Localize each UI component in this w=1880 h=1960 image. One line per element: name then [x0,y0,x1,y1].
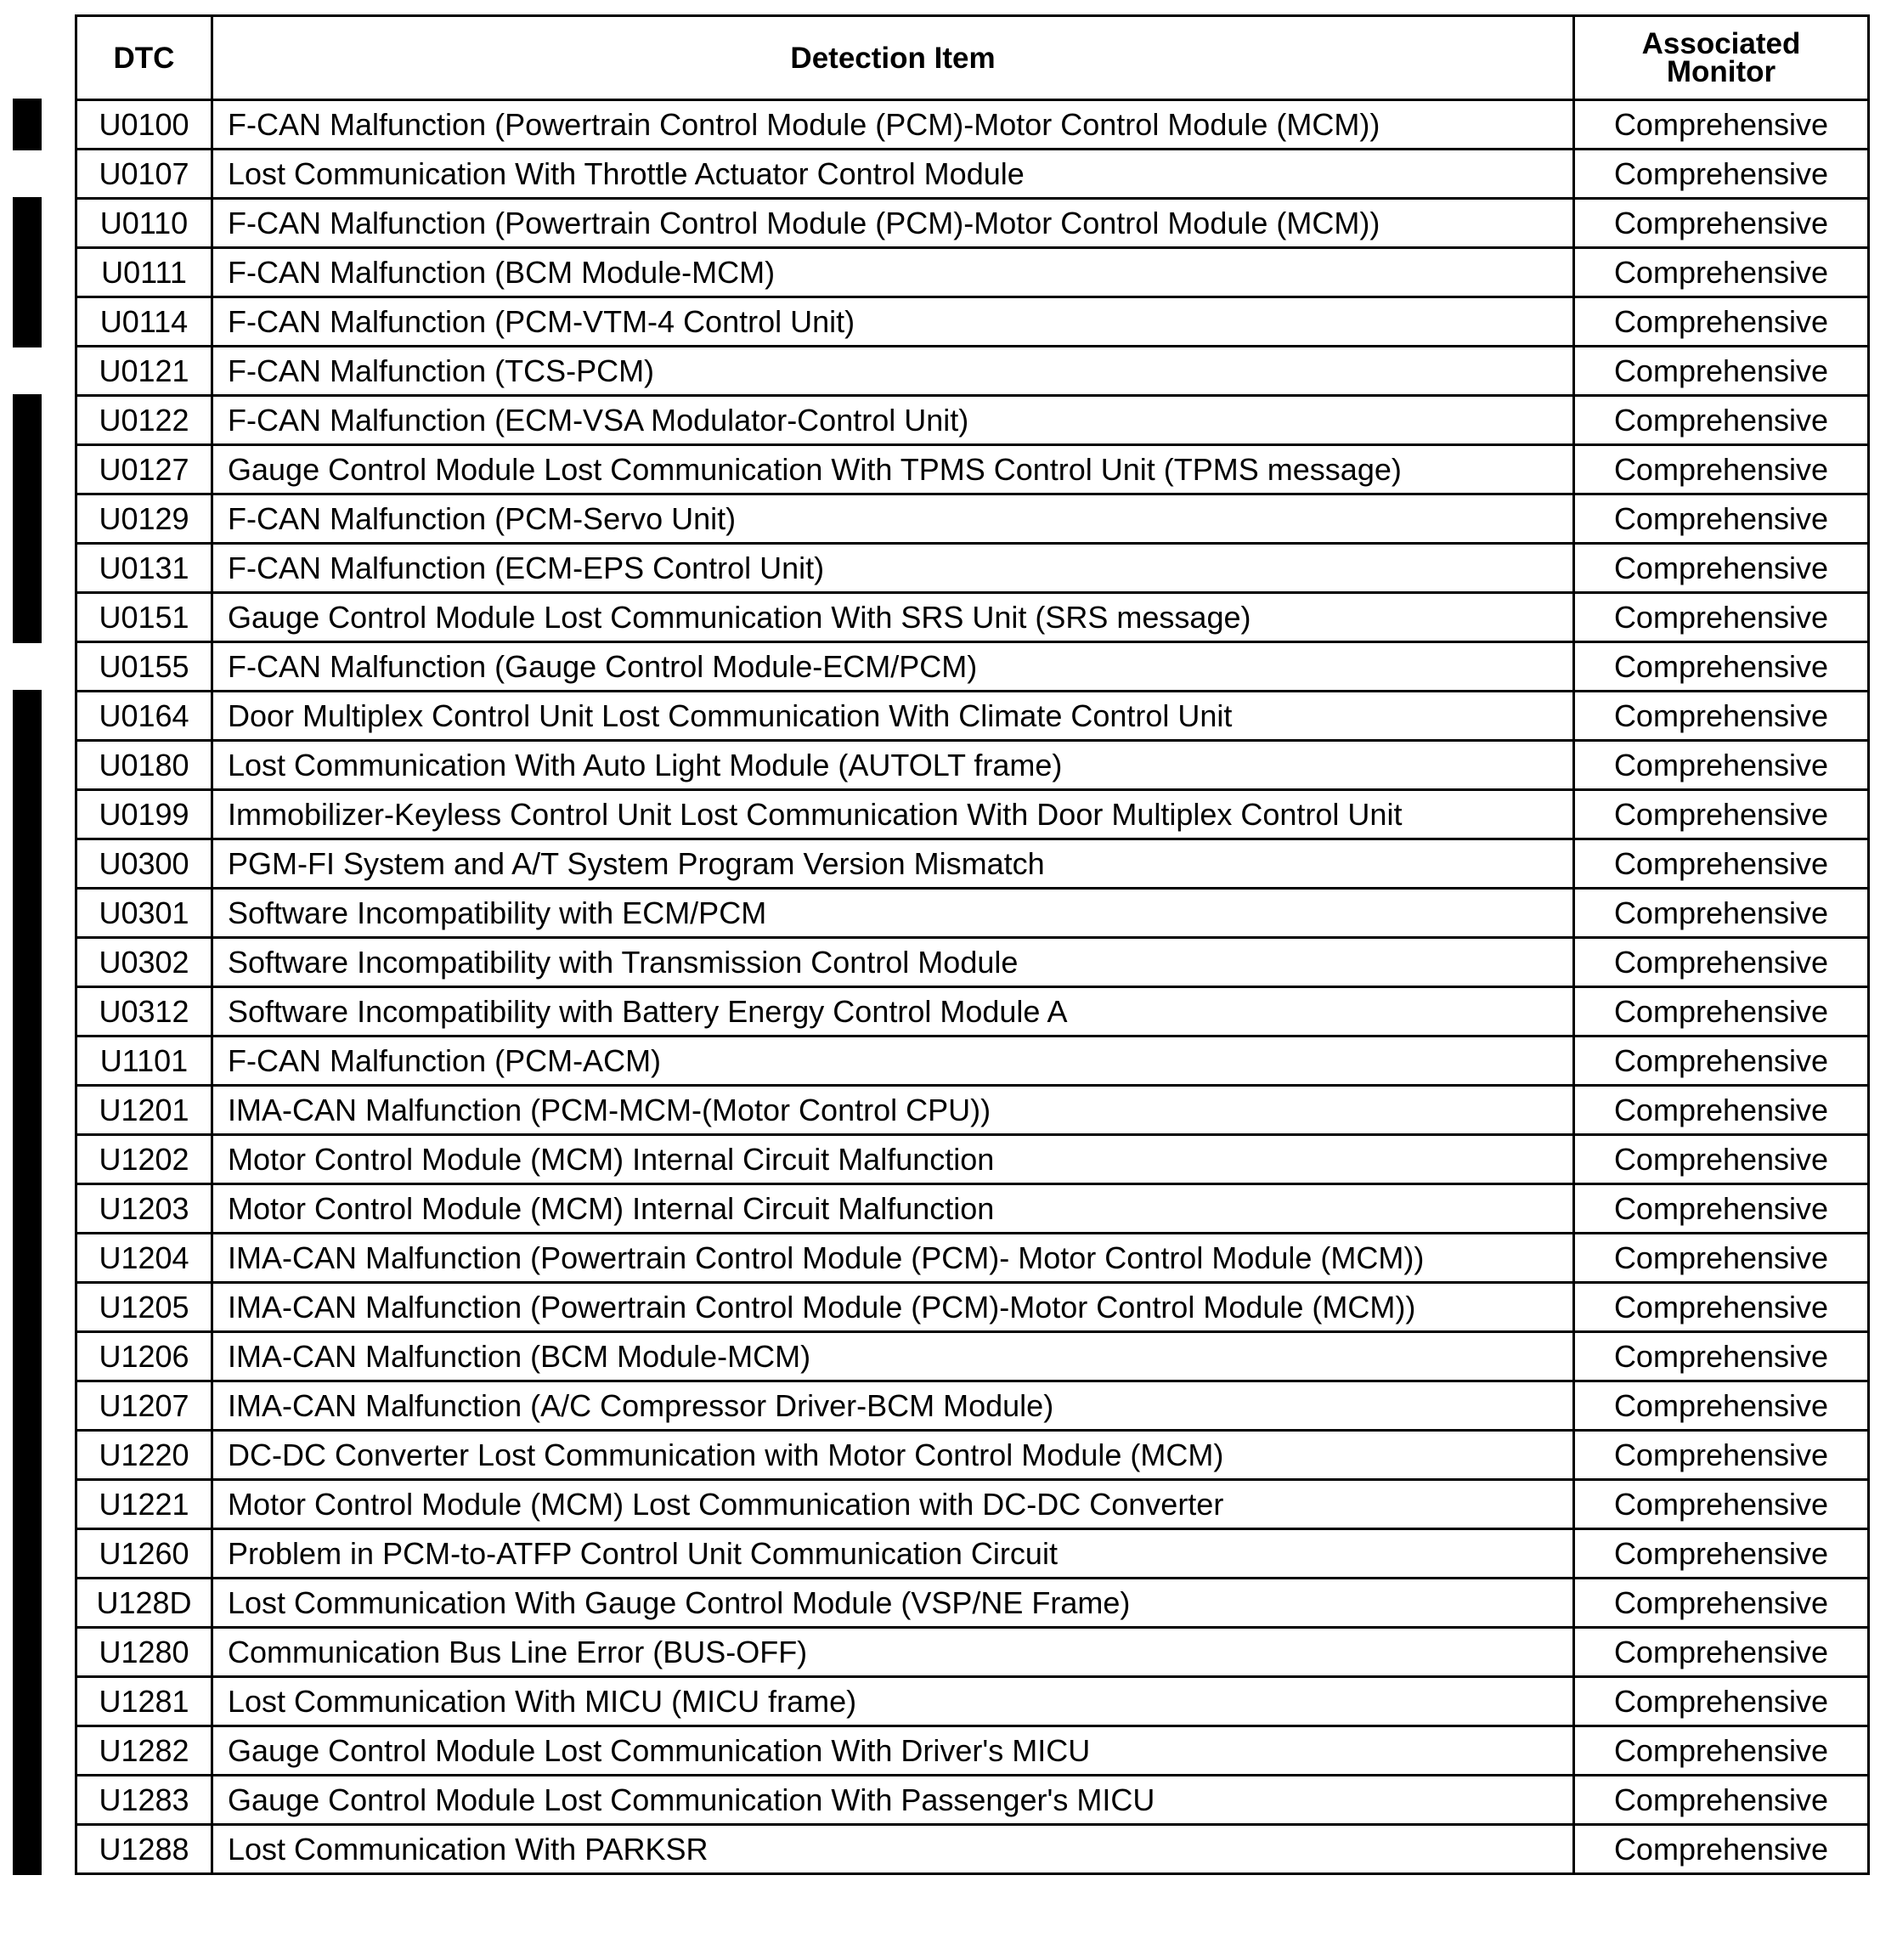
detection-item-cell-text: Gauge Control Module Lost Communication With TPMS Control Unit (TPMS message) [228,451,1402,487]
dtc-cell [76,347,212,396]
change-bar [13,1725,42,1776]
detection-item-cell [212,1825,1574,1874]
header-row [76,16,1869,100]
monitor-cell [1574,642,1869,692]
table-row [76,839,1869,889]
dtc-cell [76,297,212,347]
change-bar [13,246,42,298]
monitor-cell-text: Comprehensive [1613,1190,1829,1226]
table-row [76,593,1869,642]
detection-item-cell [212,544,1574,593]
table-row [76,692,1869,741]
table-row [76,1825,1869,1874]
monitor-cell-text: Comprehensive [1613,254,1829,290]
detection-item-cell-text: Motor Control Module (MCM) Internal Circuit Malfunction [228,1141,995,1177]
monitor-cell [1574,593,1869,642]
monitor-cell [1574,1726,1869,1776]
monitor-cell [1574,1431,1869,1480]
dtc-cell [76,642,212,692]
dtc-cell-text: U0164 [99,698,189,733]
monitor-cell [1574,1776,1869,1825]
dtc-cell [76,199,212,248]
detection-item-cell [212,297,1574,347]
change-bar [13,1380,42,1432]
dtc-cell [76,692,212,741]
detection-item-cell-text: Lost Communication With Auto Light Module (AUTOLT frame) [228,747,1063,782]
dtc-cell-text: U128D [96,1584,192,1620]
change-bar [13,1577,42,1629]
monitor-cell [1574,297,1869,347]
detection-item-cell-text: F-CAN Malfunction (TCS-PCM) [228,353,655,388]
monitor-cell [1574,938,1869,987]
dtc-cell [76,1726,212,1776]
dtc-cell [76,396,212,445]
dtc-cell-text: U0180 [99,747,189,782]
dtc-cell [76,100,212,150]
dtc-cell-text: U1203 [99,1190,189,1226]
dtc-cell-text: U1206 [99,1338,189,1374]
table-row [76,1086,1869,1135]
table-row [76,1234,1869,1283]
dtc-cell-text: U1280 [99,1634,189,1669]
detection-item-cell [212,396,1574,445]
monitor-cell-text: Comprehensive [1613,155,1829,191]
detection-item-cell [212,1036,1574,1086]
detection-item-cell-text: Motor Control Module (MCM) Lost Communication with DC-DC Converter [228,1486,1224,1522]
monitor-cell-text: Comprehensive [1613,599,1829,635]
change-bar [13,1823,42,1875]
monitor-cell [1574,987,1869,1036]
table-row [76,1036,1869,1086]
dtc-cell-text: U0302 [99,944,189,980]
dtc-cell [76,494,212,544]
table-row [76,741,1869,790]
dtc-cell [76,1677,212,1726]
dtc-cell-text: U1204 [99,1240,189,1275]
monitor-cell-text: Comprehensive [1613,353,1829,388]
change-bar [13,986,42,1037]
detection-item-cell [212,938,1574,987]
detection-item-cell-text: Door Multiplex Control Unit Lost Communication With Climate Control Unit [228,698,1233,733]
monitor-cell [1574,347,1869,396]
change-bar [13,1528,42,1579]
monitor-cell-text: Comprehensive [1613,1831,1829,1867]
detection-item-cell [212,150,1574,199]
dtc-cell [76,1283,212,1332]
table-row [76,100,1869,150]
monitor-cell-text: Comprehensive [1613,698,1829,733]
detection-item-cell-text: Software Incompatibility with ECM/PCM [228,895,767,930]
monitor-cell-text: Comprehensive [1613,205,1829,240]
monitor-cell [1574,100,1869,150]
change-bar [13,1035,42,1087]
monitor-cell [1574,544,1869,593]
dtc-cell-text: U0129 [99,500,189,536]
detection-item-cell [212,1529,1574,1579]
monitor-cell-text: Comprehensive [1613,1338,1829,1374]
dtc-cell [76,839,212,889]
dtc-cell [76,1529,212,1579]
dtc-cell-text: U1202 [99,1141,189,1177]
table-row [76,297,1869,347]
detection-item-cell-text: F-CAN Malfunction (PCM-ACM) [228,1042,662,1078]
change-bar [13,887,42,939]
monitor-cell [1574,1529,1869,1579]
detection-item-cell-text: DC-DC Converter Lost Communication with Motor Control Module (MCM) [228,1437,1224,1472]
detection-item-cell [212,1677,1574,1726]
table-row [76,199,1869,248]
monitor-cell [1574,1579,1869,1628]
dtc-cell [76,445,212,494]
detection-item-cell [212,1234,1574,1283]
detection-item-cell [212,248,1574,297]
dtc-cell [76,790,212,839]
monitor-cell-text: Comprehensive [1613,402,1829,438]
dtc-cell [76,1184,212,1234]
detection-item-cell [212,1135,1574,1184]
detection-item-cell [212,741,1574,790]
table-row [76,642,1869,692]
detection-item-cell-text: Gauge Control Module Lost Communication With SRS Unit (SRS message) [228,599,1251,635]
detection-item-cell-text: Lost Communication With PARKSR [228,1831,709,1867]
monitor-cell [1574,1283,1869,1332]
monitor-cell-text: Comprehensive [1613,1634,1829,1669]
table-row [76,1677,1869,1726]
table-row [76,347,1869,396]
detection-item-cell [212,199,1574,248]
detection-item-cell-text: PGM-FI System and A/T System Program Version Mismatch [228,845,1045,881]
dtc-cell [76,987,212,1036]
detection-item-cell-text: F-CAN Malfunction (ECM-VSA Modulator-Control Unit) [228,402,969,438]
monitor-cell [1574,150,1869,199]
dtc-cell [76,741,212,790]
monitor-cell [1574,1381,1869,1431]
change-bar [13,443,42,495]
dtc-cell [76,1825,212,1874]
monitor-cell-text: Comprehensive [1613,993,1829,1029]
monitor-cell [1574,790,1869,839]
dtc-cell-text: U0121 [99,353,189,388]
detection-item-cell [212,100,1574,150]
dtc-cell [76,593,212,642]
table-row [76,1184,1869,1234]
change-bar [13,99,42,150]
detection-item-cell-text: Software Incompatibility with Transmission Control Module [228,944,1019,980]
monitor-cell-text: Comprehensive [1613,845,1829,881]
monitor-cell-text: Comprehensive [1613,1437,1829,1472]
detection-item-cell [212,987,1574,1036]
monitor-cell [1574,1677,1869,1726]
detection-item-cell-text: Problem in PCM-to-ATFP Control Unit Communication Circuit [228,1535,1058,1571]
detection-item-cell [212,1726,1574,1776]
monitor-cell-text: Comprehensive [1613,648,1829,684]
monitor-cell [1574,741,1869,790]
detection-item-cell [212,692,1574,741]
monitor-cell [1574,839,1869,889]
dtc-cell-text: U1205 [99,1289,189,1325]
detection-item-cell-text: F-CAN Malfunction (Gauge Control Module-ECM/PCM) [228,648,978,684]
table-row [76,1332,1869,1381]
monitor-cell-text: Comprehensive [1613,796,1829,832]
dtc-cell-text: U0300 [99,845,189,881]
dtc-cell-text: U0100 [99,106,189,142]
table-row [76,1480,1869,1529]
dtc-cell-text: U1260 [99,1535,189,1571]
detection-item-cell [212,347,1574,396]
monitor-cell [1574,1135,1869,1184]
header-dtc: DTC [76,16,212,100]
dtc-cell [76,1776,212,1825]
table-row [76,494,1869,544]
detection-item-cell [212,1628,1574,1677]
monitor-cell [1574,1825,1869,1874]
dtc-cell-text: U0312 [99,993,189,1029]
table-row [76,248,1869,297]
dtc-cell-text: U0107 [99,155,189,191]
dtc-cell [76,1381,212,1431]
change-bar [13,690,42,742]
dtc-cell-text: U0155 [99,648,189,684]
detection-item-cell-text: F-CAN Malfunction (PCM-Servo Unit) [228,500,737,536]
detection-item-cell [212,1184,1574,1234]
change-bar [13,1330,42,1382]
detection-item-cell [212,1086,1574,1135]
dtc-cell-text: U1101 [99,1042,189,1078]
dtc-cell [76,150,212,199]
detection-item-cell-text: Gauge Control Module Lost Communication With Passenger's MICU [228,1782,1155,1817]
monitor-cell-text: Comprehensive [1613,944,1829,980]
table-row [76,544,1869,593]
table-row [76,396,1869,445]
monitor-cell-text: Comprehensive [1613,1732,1829,1768]
detection-item-cell-text: Lost Communication With MICU (MICU frame) [228,1683,857,1719]
dtc-cell [76,1036,212,1086]
dtc-cell [76,248,212,297]
dtc-cell-text: U0110 [99,205,189,240]
change-bar [13,1183,42,1234]
monitor-cell [1574,1628,1869,1677]
detection-item-cell-text: Lost Communication With Gauge Control Module (VSP/NE Frame) [228,1584,1131,1620]
monitor-cell [1574,1480,1869,1529]
table-row [76,1529,1869,1579]
change-bar [13,1084,42,1136]
monitor-cell-text: Comprehensive [1613,895,1829,930]
dtc-cell [76,938,212,987]
detection-item-cell-text: IMA-CAN Malfunction (PCM-MCM-(Motor Control CPU)) [228,1092,991,1127]
detection-item-cell [212,1381,1574,1431]
dtc-cell-text: U1281 [99,1683,189,1719]
table-row [76,1628,1869,1677]
dtc-cell-text: U1283 [99,1782,189,1817]
dtc-cell-text: U0131 [99,550,189,585]
detection-item-cell [212,642,1574,692]
monitor-cell-text: Comprehensive [1613,747,1829,782]
change-bar [13,1133,42,1185]
monitor-cell [1574,248,1869,297]
detection-item-cell-text: Software Incompatibility with Battery Energy Control Module A [228,993,1068,1029]
monitor-cell-text: Comprehensive [1613,1782,1829,1817]
change-bar [13,591,42,643]
table-row [76,1381,1869,1431]
dtc-cell [76,889,212,938]
dtc-cell [76,1135,212,1184]
dtc-cell-text: U0122 [99,402,189,438]
monitor-cell [1574,199,1869,248]
change-bar [13,296,42,347]
table-row [76,889,1869,938]
change-bar [13,493,42,545]
dtc-cell-text: U1207 [99,1387,189,1423]
detection-item-cell-text: IMA-CAN Malfunction (Powertrain Control Module (PCM)-Motor Control Module (MCM)) [228,1289,1416,1325]
monitor-cell-text: Comprehensive [1613,1141,1829,1177]
change-bar [13,1675,42,1727]
dtc-cell [76,1234,212,1283]
monitor-cell [1574,445,1869,494]
header-monitor-line1: Associated [1641,26,1801,60]
dtc-cell-text: U0301 [99,895,189,930]
header-associated-monitor [1574,16,1869,100]
detection-item-cell-text: Motor Control Module (MCM) Internal Circuit Malfunction [228,1190,995,1226]
table-row [76,150,1869,199]
detection-item-cell-text: F-CAN Malfunction (PCM-VTM-4 Control Unit) [228,303,855,339]
monitor-cell-text: Comprehensive [1613,1584,1829,1620]
monitor-cell-text: Comprehensive [1613,550,1829,585]
detection-item-cell [212,1283,1574,1332]
change-bar [13,197,42,249]
dtc-cell-text: U1282 [99,1732,189,1768]
detection-item-cell [212,889,1574,938]
monitor-cell-text: Comprehensive [1613,1240,1829,1275]
change-bar [13,542,42,594]
monitor-cell-text: Comprehensive [1613,1683,1829,1719]
dtc-cell-text: U1288 [99,1831,189,1867]
monitor-cell [1574,1234,1869,1283]
table-row [76,1776,1869,1825]
table-row [76,790,1869,839]
monitor-cell-text: Comprehensive [1613,1042,1829,1078]
change-bar [13,394,42,446]
monitor-cell-text: Comprehensive [1613,303,1829,339]
detection-item-cell-text: Communication Bus Line Error (BUS-OFF) [228,1634,808,1669]
change-bar [13,1478,42,1530]
dtc-cell-text: U0114 [99,303,189,339]
dtc-cell-text: U1220 [99,1437,189,1472]
monitor-cell-text: Comprehensive [1613,451,1829,487]
detection-item-cell [212,1332,1574,1381]
monitor-cell [1574,396,1869,445]
detection-item-cell [212,494,1574,544]
table-row [76,1135,1869,1184]
change-bar [13,1281,42,1333]
detection-item-cell-text: IMA-CAN Malfunction (BCM Module-MCM) [228,1338,811,1374]
dtc-cell-text: U0111 [101,254,187,290]
dtc-cell-text: U1201 [99,1092,189,1127]
dtc-cell-text: U1221 [99,1486,189,1522]
detection-item-cell [212,839,1574,889]
dtc-cell [76,1086,212,1135]
monitor-cell [1574,494,1869,544]
monitor-cell [1574,1332,1869,1381]
table-row [76,1283,1869,1332]
monitor-cell-text: Comprehensive [1613,1486,1829,1522]
detection-item-cell-text: F-CAN Malfunction (ECM-EPS Control Unit) [228,550,825,585]
detection-item-cell-text: IMA-CAN Malfunction (Powertrain Control Module (PCM)- Motor Control Module (MCM)) [228,1240,1425,1275]
table-row [76,1579,1869,1628]
detection-item-cell-text: Immobilizer-Keyless Control Unit Lost Communication With Door Multiplex Control Unit [228,796,1403,832]
detection-item-cell [212,1480,1574,1529]
dtc-cell [76,1332,212,1381]
monitor-cell-text: Comprehensive [1613,1092,1829,1127]
monitor-cell-text: Comprehensive [1613,1289,1829,1325]
detection-item-cell [212,445,1574,494]
change-bar [13,936,42,988]
dtc-cell-text: U0199 [99,796,189,832]
monitor-cell-text: Comprehensive [1613,1387,1829,1423]
detection-item-cell [212,1579,1574,1628]
table-row [76,987,1869,1036]
detection-item-cell [212,1431,1574,1480]
monitor-cell-text: Comprehensive [1613,1535,1829,1571]
change-bar [13,1626,42,1678]
change-bar [13,1232,42,1284]
dtc-cell [76,1628,212,1677]
detection-item-cell-text: F-CAN Malfunction (Powertrain Control Module (PCM)-Motor Control Module (MCM)) [228,106,1380,142]
monitor-cell [1574,1036,1869,1086]
dtc-cell-text: U0127 [99,451,189,487]
dtc-cell [76,544,212,593]
detection-item-cell [212,1776,1574,1825]
table-row [76,938,1869,987]
detection-item-cell-text: F-CAN Malfunction (Powertrain Control Module (PCM)-Motor Control Module (MCM)) [228,205,1380,240]
change-bar [13,838,42,890]
dtc-cell-text: U0151 [99,599,189,635]
detection-item-cell [212,593,1574,642]
monitor-cell-text: Comprehensive [1613,106,1829,142]
header-monitor-line2: Monitor [1666,55,1776,88]
table-row [76,445,1869,494]
detection-item-cell-text: Gauge Control Module Lost Communication With Driver's MICU [228,1732,1091,1768]
table-row [76,1726,1869,1776]
dtc-cell [76,1431,212,1480]
detection-item-cell-text: Lost Communication With Throttle Actuator Control Module [228,155,1025,191]
change-bar [13,788,42,840]
monitor-cell [1574,692,1869,741]
monitor-cell [1574,1086,1869,1135]
detection-item-cell [212,790,1574,839]
table-row [76,1431,1869,1480]
detection-item-cell-text: F-CAN Malfunction (BCM Module-MCM) [228,254,776,290]
change-bar [13,1429,42,1481]
detection-item-cell-text: IMA-CAN Malfunction (A/C Compressor Driver-BCM Module) [228,1387,1054,1423]
change-bar [13,1774,42,1826]
monitor-cell [1574,1184,1869,1234]
monitor-cell-text: Comprehensive [1613,500,1829,536]
dtc-cell [76,1579,212,1628]
change-bar [13,739,42,791]
header-detection-item: Detection Item [212,16,1574,100]
dtc-cell [76,1480,212,1529]
monitor-cell [1574,889,1869,938]
dtc-table [75,14,1870,1875]
